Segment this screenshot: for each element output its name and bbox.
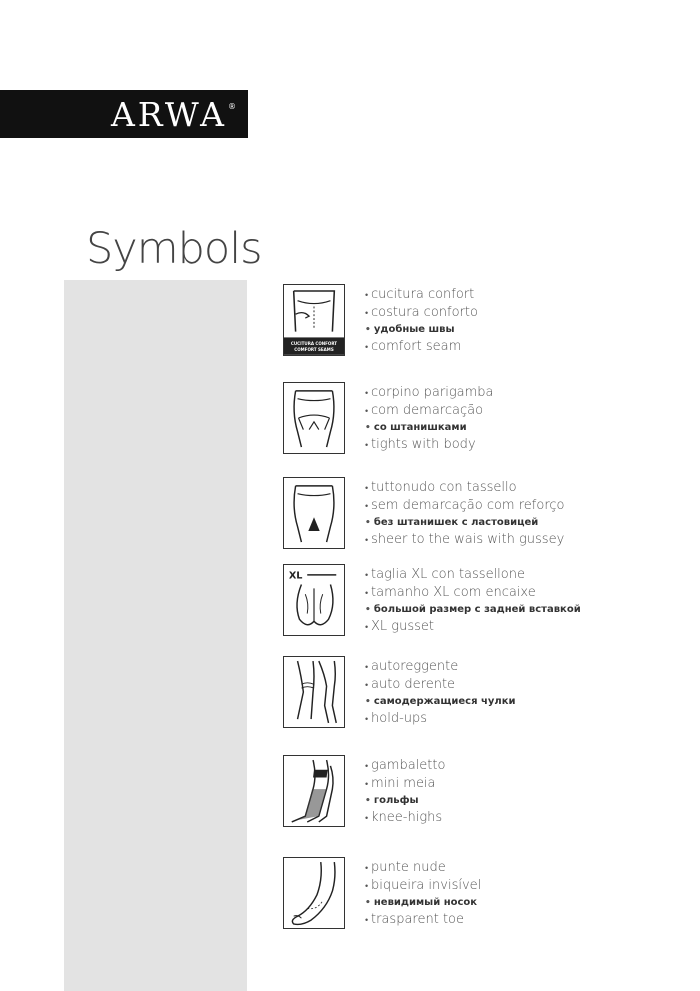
label-it: • gambaletto [365,758,445,776]
label-it: • corpino parigamba [365,385,493,403]
label-en: • knee-highs [365,810,445,828]
hold-ups-icon [283,656,345,728]
side-panel [64,280,247,991]
label-pt: • biqueira invisível [365,878,481,896]
label-pt: • auto derente [365,677,516,695]
transparent-toe-icon [283,857,345,929]
label-ru: • со штанишками [365,420,493,437]
brand-logo [0,90,248,138]
label-it: • taglia XL con tassellone [365,567,581,585]
label-it: • tuttonudo con tassello [365,480,564,498]
symbol-row-hold-ups [283,656,683,734]
label-en: • tights with body [365,437,493,455]
label-it: • punte nude [365,860,481,878]
label-pt: • costura conforto [365,305,478,323]
label-pt: • tamanho XL com encaixe [365,585,581,603]
icon-caption-2: COMFORT SEAMS [294,346,334,352]
label-en: • XL gusset [365,619,581,637]
sheer-to-waist-icon [283,477,345,549]
label-pt: • sem demarcação com reforço [365,498,564,516]
symbol-row-tights-with-body [283,382,683,460]
label-ru: • без штанишек с ластовицей [365,515,564,532]
page-title: Symbols [86,224,262,274]
symbol-row-knee-highs [283,755,683,833]
symbol-row-transparent-toe [283,857,683,935]
label-ru: • самодержащиеся чулки [365,694,516,711]
icon-caption-1: CUCITURA CONFORT [290,341,338,347]
tights-with-body-icon [283,382,345,454]
brand-name: ARWA [110,94,227,134]
xl-mark: XL [288,570,303,582]
label-en: • comfort seam [365,339,478,357]
registered-mark: ® [228,101,236,111]
label-it: • cucitura confort [365,287,478,305]
symbol-row-comfort-seam [283,284,683,362]
xl-gusset-icon [283,564,345,636]
label-ru: • гольфы [365,793,445,810]
label-en: • sheer to the wais with gussey [365,532,564,550]
label-it: • autoreggente [365,659,516,677]
label-ru: • большой размер с задней вставкой [365,602,581,619]
label-en: • trasparent toe [365,912,481,930]
comfort-seam-icon [283,284,345,356]
label-ru: • невидимый носок [365,895,481,912]
symbol-row-xl-gusset [283,564,683,642]
knee-highs-icon [283,755,345,827]
label-en: • hold-ups [365,711,516,729]
label-pt: • com demarcação [365,403,493,421]
label-pt: • mini meia [365,776,445,794]
label-ru: • удобные швы [365,322,478,339]
symbol-row-sheer-to-waist [283,477,683,555]
